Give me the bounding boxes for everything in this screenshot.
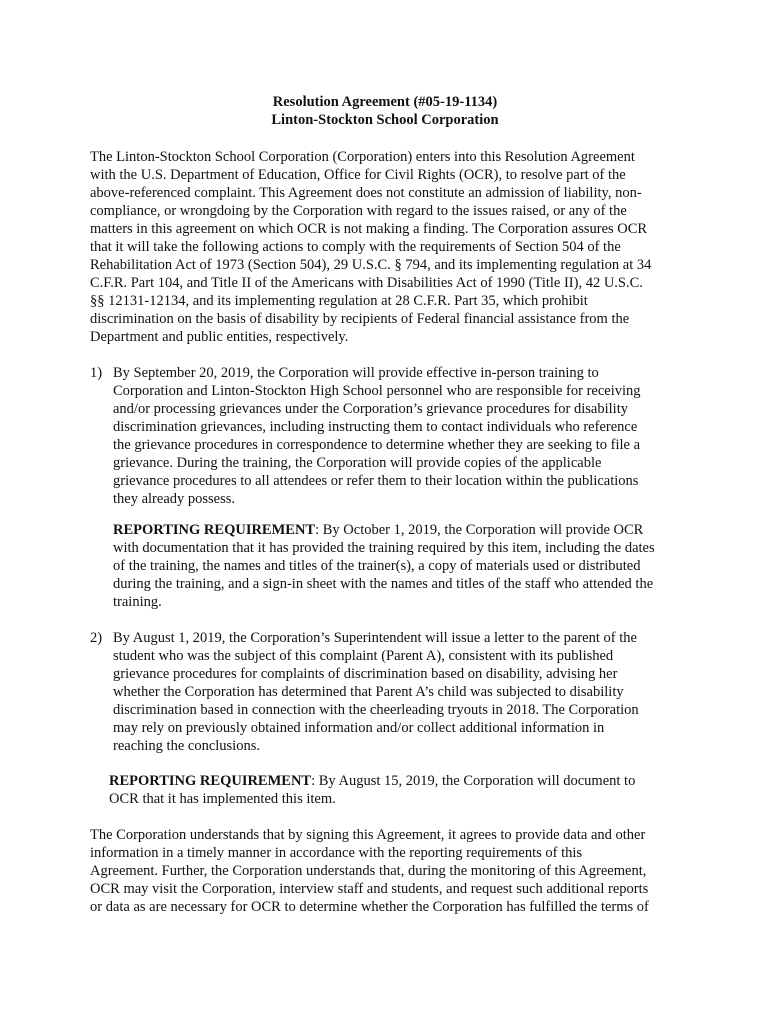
intro-line: compliance, or wrongdoing by the Corporation with regard to the issues raised, or any of the <box>90 203 627 219</box>
item-2-paragraph <box>113 629 639 755</box>
item-2-line: reaching the conclusions. <box>113 738 260 754</box>
intro-line: with the U.S. Department of Education, Office for Civil Rights (OCR), to resolve part of the <box>90 167 626 183</box>
item-1-paragraph <box>113 364 641 508</box>
item-1-line: grievance. During the training, the Corporation will provide copies of the applicable <box>113 455 602 471</box>
intro-line: Rehabilitation Act of 1973 (Section 504), 29 U.S.C. § 794, and its implementing regulation at 34 <box>90 257 652 273</box>
reporting-label: REPORTING REQUIREMENT <box>109 773 312 789</box>
item-1-line: the grievance procedures in correspondence to determine whether they are seeking to file a <box>113 437 640 453</box>
title-line-2: Linton-Stockton School Corporation <box>271 112 499 128</box>
intro-paragraph <box>90 148 651 346</box>
item-1-number: 1) <box>90 365 103 381</box>
item-1-reporting-requirement <box>113 521 655 611</box>
intro-line: discrimination on the basis of disability by recipients of Federal financial assistance from the <box>90 311 630 327</box>
closing-line: OCR may visit the Corporation, interview staff and students, and request such additional reports <box>90 881 649 897</box>
closing-line: The Corporation understands that by signing this Agreement, it agrees to provide data and other <box>90 827 646 843</box>
reporting-line: training. <box>113 594 162 610</box>
reporting-first-line <box>113 521 655 539</box>
item-2-line: student who was the subject of this complaint (Parent A), consistent with its published <box>113 648 614 664</box>
intro-line: C.F.R. Part 104, and Title II of the Americans with Disabilities Act of 1990 (Title II), 42 U.S.C. <box>90 275 643 291</box>
closing-line: or data as are necessary for OCR to determine whether the Corporation has fulfilled the terms of <box>90 899 649 915</box>
item-1-line: discrimination grievances, including instructing them to contact individuals who reference <box>113 419 638 435</box>
intro-line: Department and public entities, respectively. <box>90 329 349 345</box>
item-1-line: By September 20, 2019, the Corporation will provide effective in-person training to <box>113 365 599 381</box>
intro-line: that it will take the following actions to comply with the requirements of Section 504 of the <box>90 239 621 255</box>
item-2-line: By August 1, 2019, the Corporation’s Superintendent will issue a letter to the parent of the <box>113 630 637 646</box>
reporting-line: of the training, the names and titles of the trainer(s), a copy of materials used or distributed <box>113 558 641 574</box>
intro-line: §§ 12131-12134, and its implementing regulation at 28 C.F.R. Part 35, which prohibit <box>90 293 588 309</box>
closing-paragraph <box>90 826 649 916</box>
reporting-line: OCR that it has implemented this item. <box>109 791 336 807</box>
title-line-1: Resolution Agreement (#05-19-1134) <box>272 94 498 110</box>
intro-line: The Linton-Stockton School Corporation (Corporation) enters into this Resolution Agreement <box>90 149 635 165</box>
reporting-text: : By August 15, 2019, the Corporation will document to <box>311 773 636 789</box>
closing-line: information in a timely manner in accordance with the reporting requirements of this <box>90 845 583 861</box>
reporting-first-line <box>109 772 635 790</box>
reporting-line: during the training, and a sign-in sheet with the names and titles of the staff who attended the <box>113 576 654 592</box>
item-1-line: grievance procedures to all attendees or refer them to their location within the publications <box>113 473 639 489</box>
item-2-line: discrimination based in connection with the cheerleading tryouts in 2018. The Corporation <box>113 702 639 718</box>
item-1-line: and/or processing grievances under the Corporation’s grievance procedures for disability <box>113 401 628 417</box>
intro-line: matters in this agreement on which OCR is not making a finding. The Corporation assures OCR <box>90 221 648 237</box>
item-2-reporting-requirement <box>109 772 635 808</box>
item-2-line: may rely on previously obtained information and/or collect additional information in <box>113 720 605 736</box>
item-1-line: Corporation and Linton-Stockton High School personnel who are responsible for receiving <box>113 383 641 399</box>
reporting-label: REPORTING REQUIREMENT <box>113 522 316 538</box>
document-title <box>0 93 770 129</box>
item-2-number: 2) <box>90 630 103 646</box>
item-2-line: grievance procedures for complaints of discrimination based on disability, advising her <box>113 666 618 682</box>
reporting-text: : By October 1, 2019, the Corporation will provide OCR <box>315 522 644 538</box>
item-1-line: they already possess. <box>113 491 236 507</box>
reporting-line: with documentation that it has provided the training required by this item, including the dates <box>113 540 655 556</box>
closing-line: Agreement. Further, the Corporation understands that, during the monitoring of this Agreement, <box>90 863 647 879</box>
intro-line: above-referenced complaint. This Agreement does not constitute an admission of liability, non- <box>90 185 642 201</box>
item-2-line: whether the Corporation has determined that Parent A’s child was subjected to disability <box>113 684 624 700</box>
